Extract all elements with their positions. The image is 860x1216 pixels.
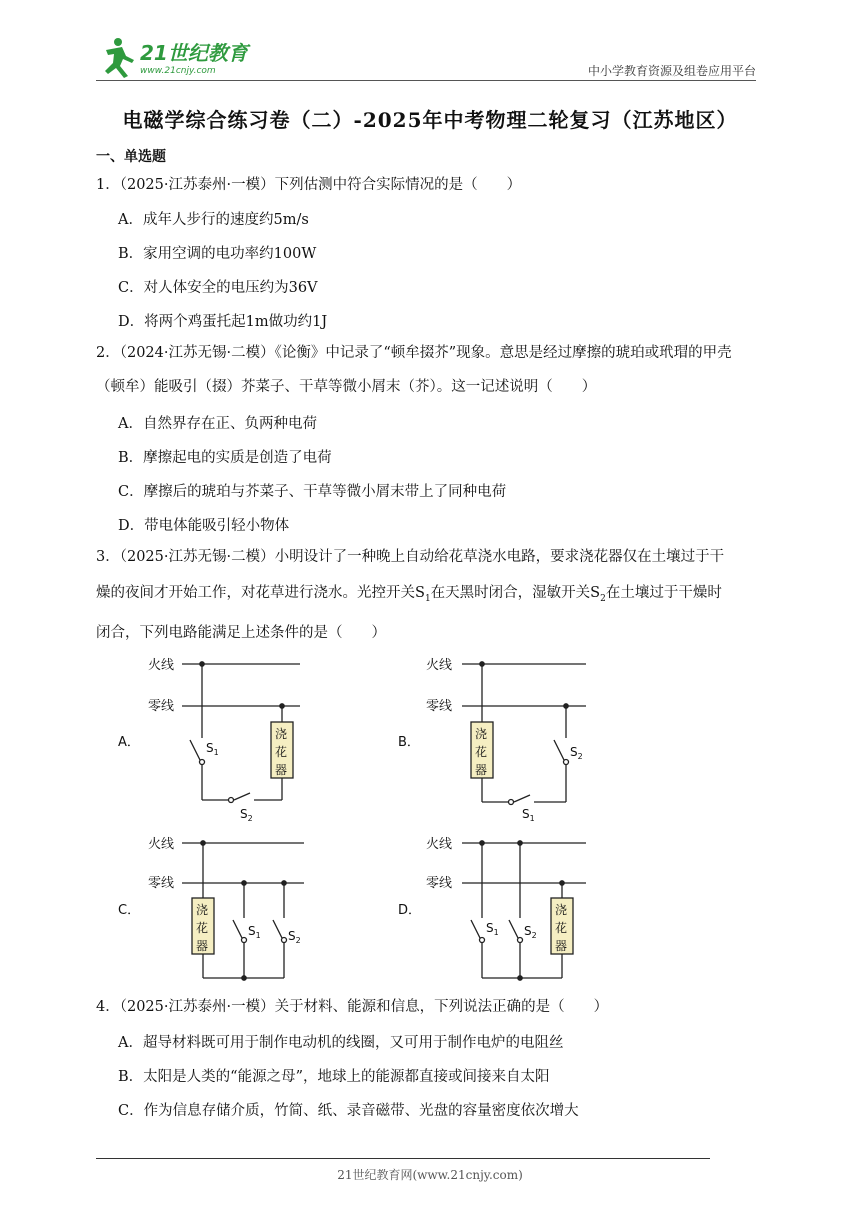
svg-text:花: 花: [475, 745, 488, 759]
question-2-option-a: A．自然界存在正、负两种电荷: [118, 416, 317, 432]
svg-text:S2: $S_2$: [288, 929, 301, 945]
question-3-stem-line-3: 闭合，下列电路能满足上述条件的是（ ）: [96, 625, 386, 641]
question-1-stem: 1．（2025·江苏泰州·一模）下列估测中符合实际情况的是（ ）: [96, 177, 522, 193]
svg-text:花: 花: [555, 921, 568, 935]
svg-text:器: 器: [475, 763, 488, 777]
svg-text:S1: $S_1$: [486, 921, 499, 937]
svg-text:浇: 浇: [196, 903, 209, 917]
platform-name: 中小学教育资源及组卷应用平台: [587, 64, 756, 78]
question-3-stem-line-1: 3．（2025·江苏无锡·二模）小明设计了一种晚上自动给花草浇水电路，要求浇花器仅在土壤过于干: [96, 549, 725, 565]
question-1-option-a: A．成年人步行的速度约5m/s: [118, 212, 309, 228]
svg-text:器: 器: [196, 939, 209, 953]
question-2-stem-line-1: 2．（2024·江苏无锡·二模）《论衡》中记录了“顿牟掇芥”现象。意思是经过摩擦的琥珀或玳瑁的甲壳: [96, 345, 732, 361]
circuit-d: [398, 836, 586, 980]
svg-text:零线: 零线: [426, 876, 453, 891]
switch-s1: [190, 740, 200, 760]
zero-line-label: 零线: [148, 699, 175, 714]
question-4-option-a: A．超导材料既可用于制作电动机的线圈，又可用于制作电炉的电阻丝: [118, 1035, 564, 1051]
question-2-option-b: B．摩擦起电的实质是创造了电荷: [118, 450, 332, 466]
svg-text:花: 花: [275, 745, 288, 759]
svg-text:浇: 浇: [475, 727, 488, 741]
circuit-d-label: D．: [398, 903, 422, 918]
svg-text:火线: 火线: [426, 658, 453, 673]
circuit-c: [118, 836, 304, 980]
question-4-stem: 4．（2025·江苏泰州·一模）关于材料、能源和信息，下列说法正确的是（ ）: [96, 999, 609, 1015]
question-4-option-b: B．太阳是人类的“能源之母”，地球上的能源都直接或间接来自太阳: [118, 1069, 550, 1085]
svg-text:S2: $S_2$: [240, 807, 253, 823]
question-1-option-b: B．家用空调的电功率约100W: [118, 246, 317, 262]
svg-text:S2: $S_2$: [570, 745, 583, 761]
circuit-a-label: A．: [118, 735, 140, 750]
page-title: 电磁学综合练习卷（二）-2025年中考物理二轮复习（江苏地区）: [122, 108, 738, 132]
question-2-option-d: D．带电体能吸引轻小物体: [118, 518, 290, 534]
circuit-a: [118, 657, 300, 823]
svg-text:零线: 零线: [148, 876, 175, 891]
footer-divider: [96, 1158, 710, 1159]
question-2-stem-line-2: （顿牟）能吸引（掇）芥菜子、干草等微小屑末（芥）。这一记述说明（ ）: [96, 379, 597, 395]
svg-text:S1: $S_1$: [522, 807, 535, 823]
svg-text:S1: $S_1$: [206, 741, 219, 757]
logo-url: www.21cnjy.com: [140, 66, 216, 76]
question-3-stem-line-2: 燥的夜间才开始工作，对花草进行浇水。光控开关$S_1$在天黑时闭合，湿敏开关$S_2$在土壤过于干燥时: [96, 585, 722, 604]
svg-text:器: 器: [275, 763, 288, 777]
question-1-option-d: D．将两个鸡蛋托起1m做功约1J: [118, 314, 328, 330]
section-heading: 一、单选题: [96, 149, 166, 165]
svg-text:S1: $S_1$: [248, 924, 261, 940]
svg-text:器: 器: [555, 939, 568, 953]
circuit-b-label: B．: [398, 735, 420, 750]
svg-text:浇: 浇: [555, 903, 568, 917]
footer-text: 21世纪教育网(www.21cnjy.com): [337, 1168, 523, 1182]
svg-text:火线: 火线: [426, 837, 453, 852]
switch-s2: [234, 793, 250, 800]
svg-text:S2: $S_2$: [524, 924, 537, 940]
svg-text:火线: 火线: [148, 837, 175, 852]
svg-text:花: 花: [196, 921, 209, 935]
question-4-option-c: C．作为信息存储介质，竹简、纸、录音磁带、光盘的容量密度依次增大: [118, 1103, 579, 1119]
question-1-option-c: C．对人体安全的电压约为36V: [118, 280, 318, 296]
question-2-option-c: C．摩擦后的琥珀与芥菜子、干草等微小屑末带上了同种电荷: [118, 484, 507, 500]
svg-text:零线: 零线: [426, 699, 453, 714]
logo-text: 21世纪教育: [140, 41, 248, 65]
fire-line-label: 火线: [148, 658, 175, 673]
circuit-b: [398, 657, 586, 823]
svg-text:浇: 浇: [275, 727, 288, 741]
circuit-c-label: C．: [118, 903, 141, 918]
